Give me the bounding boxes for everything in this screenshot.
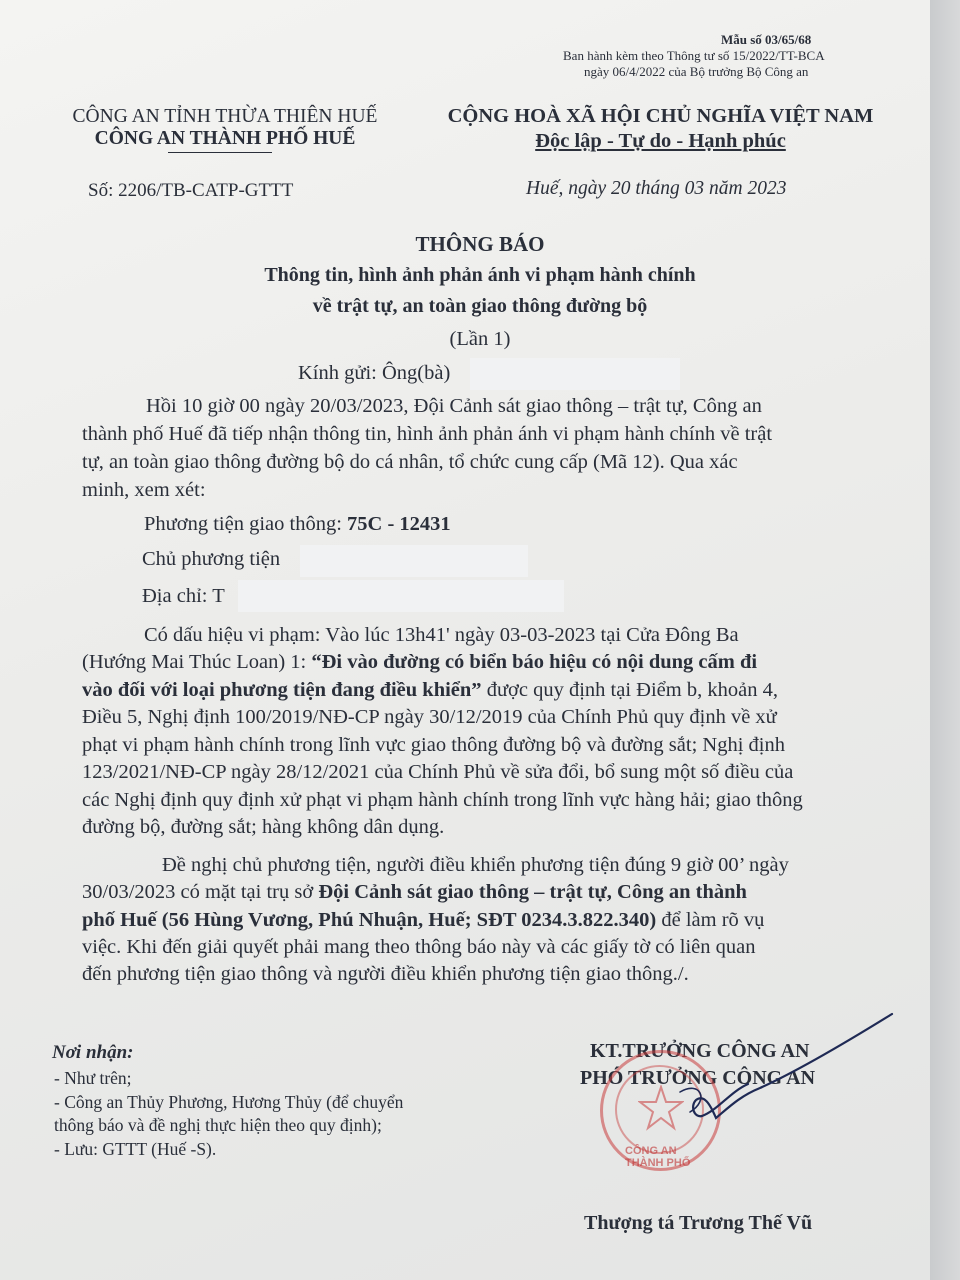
form-issued-with: Ban hành kèm theo Thông tư số 15/2022/TT-BCA xyxy=(563,48,825,63)
recipient-item: - Công an Thủy Phương, Hương Thủy (để chuyển xyxy=(54,1092,404,1112)
notice-subtitle-1: Thông tin, hình ảnh phản ánh vi phạm hành chính xyxy=(264,264,696,286)
redacted-owner xyxy=(300,545,528,577)
para1-line: tự, an toàn giao thông đường bộ do cá nhân, tổ chức cung cấp (Mã 12). Qua xác xyxy=(82,451,738,473)
para1-line: minh, xem xét: xyxy=(82,479,206,501)
violation-line: vào đối với loại phương tiện đang điều khiển” được quy định tại Điểm b, khoản 4, xyxy=(82,679,778,701)
org-parent: CÔNG AN TỈNH THỪA THIÊN HUẾ xyxy=(72,106,378,127)
violation-line: đường bộ, đường sắt; hàng không dân dụng. xyxy=(82,816,445,838)
violation-line: (Hướng Mai Thúc Loan) 1: “Đi vào đường có biển báo hiệu có nội dung cấm đi xyxy=(82,651,758,673)
request-line: phố Huế (56 Hùng Vương, Phú Nhuận, Huế; SĐT 0234.3.822.340) để làm rõ vụ xyxy=(82,909,765,931)
violation-line: phạt vi phạm hành chính trong lĩnh vực giao thông đường bộ và đường sắt; Nghị định xyxy=(82,734,785,756)
org-underline xyxy=(168,152,272,153)
recipient-item: thông báo và đề nghị thực hiện theo quy định); xyxy=(54,1115,382,1135)
para1-line: Hồi 10 giờ 00 ngày 20/03/2023, Đội Cảnh sát giao thông – trật tự, Công an xyxy=(146,395,762,417)
violation-line: các Nghị định quy định xử phạt vi phạm hành chính trong lĩnh vực hàng hải; giao thông xyxy=(82,789,803,811)
request-line: đến phương tiện giao thông và người điều khiển phương tiện giao thông./. xyxy=(82,963,689,985)
signer-role-1: KT.TRƯỞNG CÔNG AN xyxy=(590,1040,810,1062)
recipients-title: Nơi nhận: xyxy=(52,1042,134,1063)
handwritten-signature xyxy=(610,1000,910,1130)
owner-label: Chủ phương tiện xyxy=(142,548,281,570)
vehicle-label: Phương tiện giao thông: xyxy=(144,513,348,535)
address-label: Địa chỉ: T xyxy=(142,585,225,607)
form-issued-date: ngày 06/4/2022 của Bộ trưởng Bộ Công an xyxy=(584,64,809,79)
notice-subtitle-2: về trật tự, an toàn giao thông đường bộ xyxy=(312,295,648,317)
motto: Độc lập - Tự do - Hạnh phúc xyxy=(535,130,786,152)
greeting: Kính gửi: Ông(bà) xyxy=(298,362,451,384)
redacted-name xyxy=(470,358,680,390)
background-sheet-edge xyxy=(930,0,960,1280)
redacted-address xyxy=(238,580,564,612)
notice-title: THÔNG BÁO xyxy=(415,232,545,256)
vehicle-line xyxy=(144,514,451,535)
recipient-item: - Lưu: GTTT (Huế -S). xyxy=(54,1139,217,1159)
request-line: 30/03/2023 có mặt tại trụ sở Đội Cảnh sát giao thông – trật tự, Công an thành xyxy=(82,881,747,903)
signer-name: Thượng tá Trương Thế Vũ xyxy=(584,1212,813,1234)
request-line: việc. Khi đến giải quyết phải mang theo thông báo này và các giấy tờ có liên quan xyxy=(82,936,756,958)
notice-round: (Lần 1) xyxy=(449,328,511,350)
seal-text: CÔNG AN THÀNH PHỐ xyxy=(625,1145,691,1169)
violation-line: 123/2021/NĐ-CP ngày 28/12/2021 của Chính Phủ về sửa đổi, bổ sung một số điều của xyxy=(82,761,794,783)
violation-line: Có dấu hiệu vi phạm: Vào lúc 13h41' ngày 03-03-2023 tại Cửa Đông Ba xyxy=(144,624,739,646)
violation-line: Điều 5, Nghị định 100/2019/NĐ-CP ngày 30/12/2019 của Chính Phủ quy định về xử xyxy=(82,706,777,728)
recipient-item: - Như trên; xyxy=(54,1068,132,1088)
org-name: CÔNG AN THÀNH PHỐ HUẾ xyxy=(94,128,356,149)
vehicle-plate: 75C - 12431 xyxy=(347,513,451,535)
country-name: CỘNG HOÀ XÃ HỘI CHỦ NGHĨA VIỆT NAM xyxy=(447,105,874,127)
signer-role-2: PHÓ TRƯỞNG CÔNG AN xyxy=(580,1067,816,1089)
place-date: Huế, ngày 20 tháng 03 năm 2023 xyxy=(526,178,787,199)
document-number: Số: 2206/TB-CATP-GTTT xyxy=(88,180,294,201)
request-line: Đề nghị chủ phương tiện, người điều khiển phương tiện đúng 9 giờ 00’ ngày xyxy=(162,854,789,876)
form-number: Mẫu số 03/65/68 xyxy=(721,32,812,47)
para1-line: thành phố Huế đã tiếp nhận thông tin, hình ảnh phản ánh vi phạm hành chính về trật xyxy=(82,423,773,445)
